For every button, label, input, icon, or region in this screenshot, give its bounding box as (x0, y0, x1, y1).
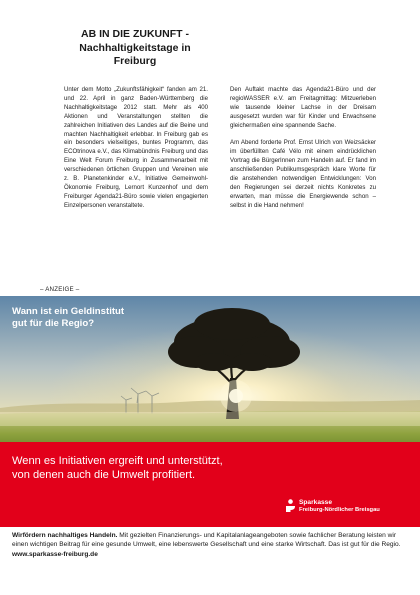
slogan-line-1: Wenn es Initiativen ergreift und unterstützt, (12, 455, 223, 467)
article-right-column (230, 86, 376, 220)
ad-copy-body: Mit gezielten Finanzierungs- und Kapitalanlageangeboten sowie fachlicher Beratung leisten wir einen wichtigen Beitrag für eine gesunde Umwelt, eine lebenswerte Gesellschaft und eine starke Wirtschaft. Das ist gut für die Regio. (12, 532, 401, 549)
right-paragraph-1: Den Auftakt machte das Agenda21-Büro und der regioWASSER e.V. am Freitagmittag: Mitzuerleben wie tausende kleiner Lachse in der Dreisam ausgesetzt wurden war für Kinder und Erwachsene gleichermaßen eine spannende Sache. (230, 86, 376, 129)
sparkasse-logo-icon (285, 499, 296, 514)
sparkasse-advertisement (0, 296, 420, 595)
article-headline (58, 28, 212, 69)
headline-line-3: Freiburg (113, 55, 157, 67)
red-slogan-band (0, 442, 420, 527)
brand-subtitle: Freiburg-Nördlicher Breisgau (299, 507, 380, 513)
ad-copy-lead: Wirfördern nachhaltiges Handeln. (12, 532, 118, 539)
right-paragraph-2: Am Abend forderte Prof. Ernst Ulrich von Weizsäcker im überfüllten Café Vélo mit einem eindrücklichen Vortrag die BürgerInnen zum Handeln auf. Er fand im anschließenden Publikumsgespräch klare Worte für die anstehenden notwendigen Entwicklungen: Von den Regierungen sei derzeit nichts Konkretes zu erwarten, man müsse die Energiewende schon – selbst in die Hand nehmen! (230, 139, 376, 209)
headline-line-1: AB IN DIE ZUKUNFT - (81, 28, 189, 40)
ad-question-line-2: gut für die Regio? (12, 318, 95, 329)
ad-slogan (12, 454, 262, 482)
ad-copy-area (0, 527, 420, 595)
ad-question-line-1: Wann ist ein Geldinstitut (12, 306, 125, 317)
anzeige-label: – ANZEIGE – (40, 286, 80, 293)
headline-line-2: Nachhaltigkeitstage in (79, 41, 191, 54)
ad-copy (12, 531, 404, 559)
left-paragraph-1: Unter dem Motto „Zukunftsfähigkeit“ fanden am 21. und 22. April in ganz Baden-Württemberg die Nachhaltigkeitstage 2012 statt. Mehr als 400 Aktionen und Veranstaltungen stellten die zahlreichen Initiativen des Landes auf die Beine und machten Nachhaltigkeit erlebbar. In Freiburg gab es ein besonders vielseitiges, buntes Programm, das ECOtrinova e.V., das Klimabündnis Freiburg und das Eine Welt Forum Freiburg in Zusammenarbeit mit verschiedenen örtlichen Gruppen und Vereinen wie z. B. Planetenkinder e.V., Initiative Gemeinwohl-Ökonomie Freiburg, Lernort Kunzenhof und dem Freiburger Agenda21-Büro sowie vielen engagierten Einzelpersonen veranstaltete. (64, 86, 208, 209)
sparkasse-brand (285, 499, 415, 523)
slogan-line-2: von denen auch die Umwelt profitiert. (12, 469, 196, 482)
article-left-column (64, 86, 208, 220)
article-section (0, 0, 420, 296)
sparkasse-website-link[interactable]: www.sparkasse-freiburg.de (12, 550, 98, 558)
ad-question (12, 306, 202, 330)
brand-name: Sparkasse (299, 499, 332, 506)
